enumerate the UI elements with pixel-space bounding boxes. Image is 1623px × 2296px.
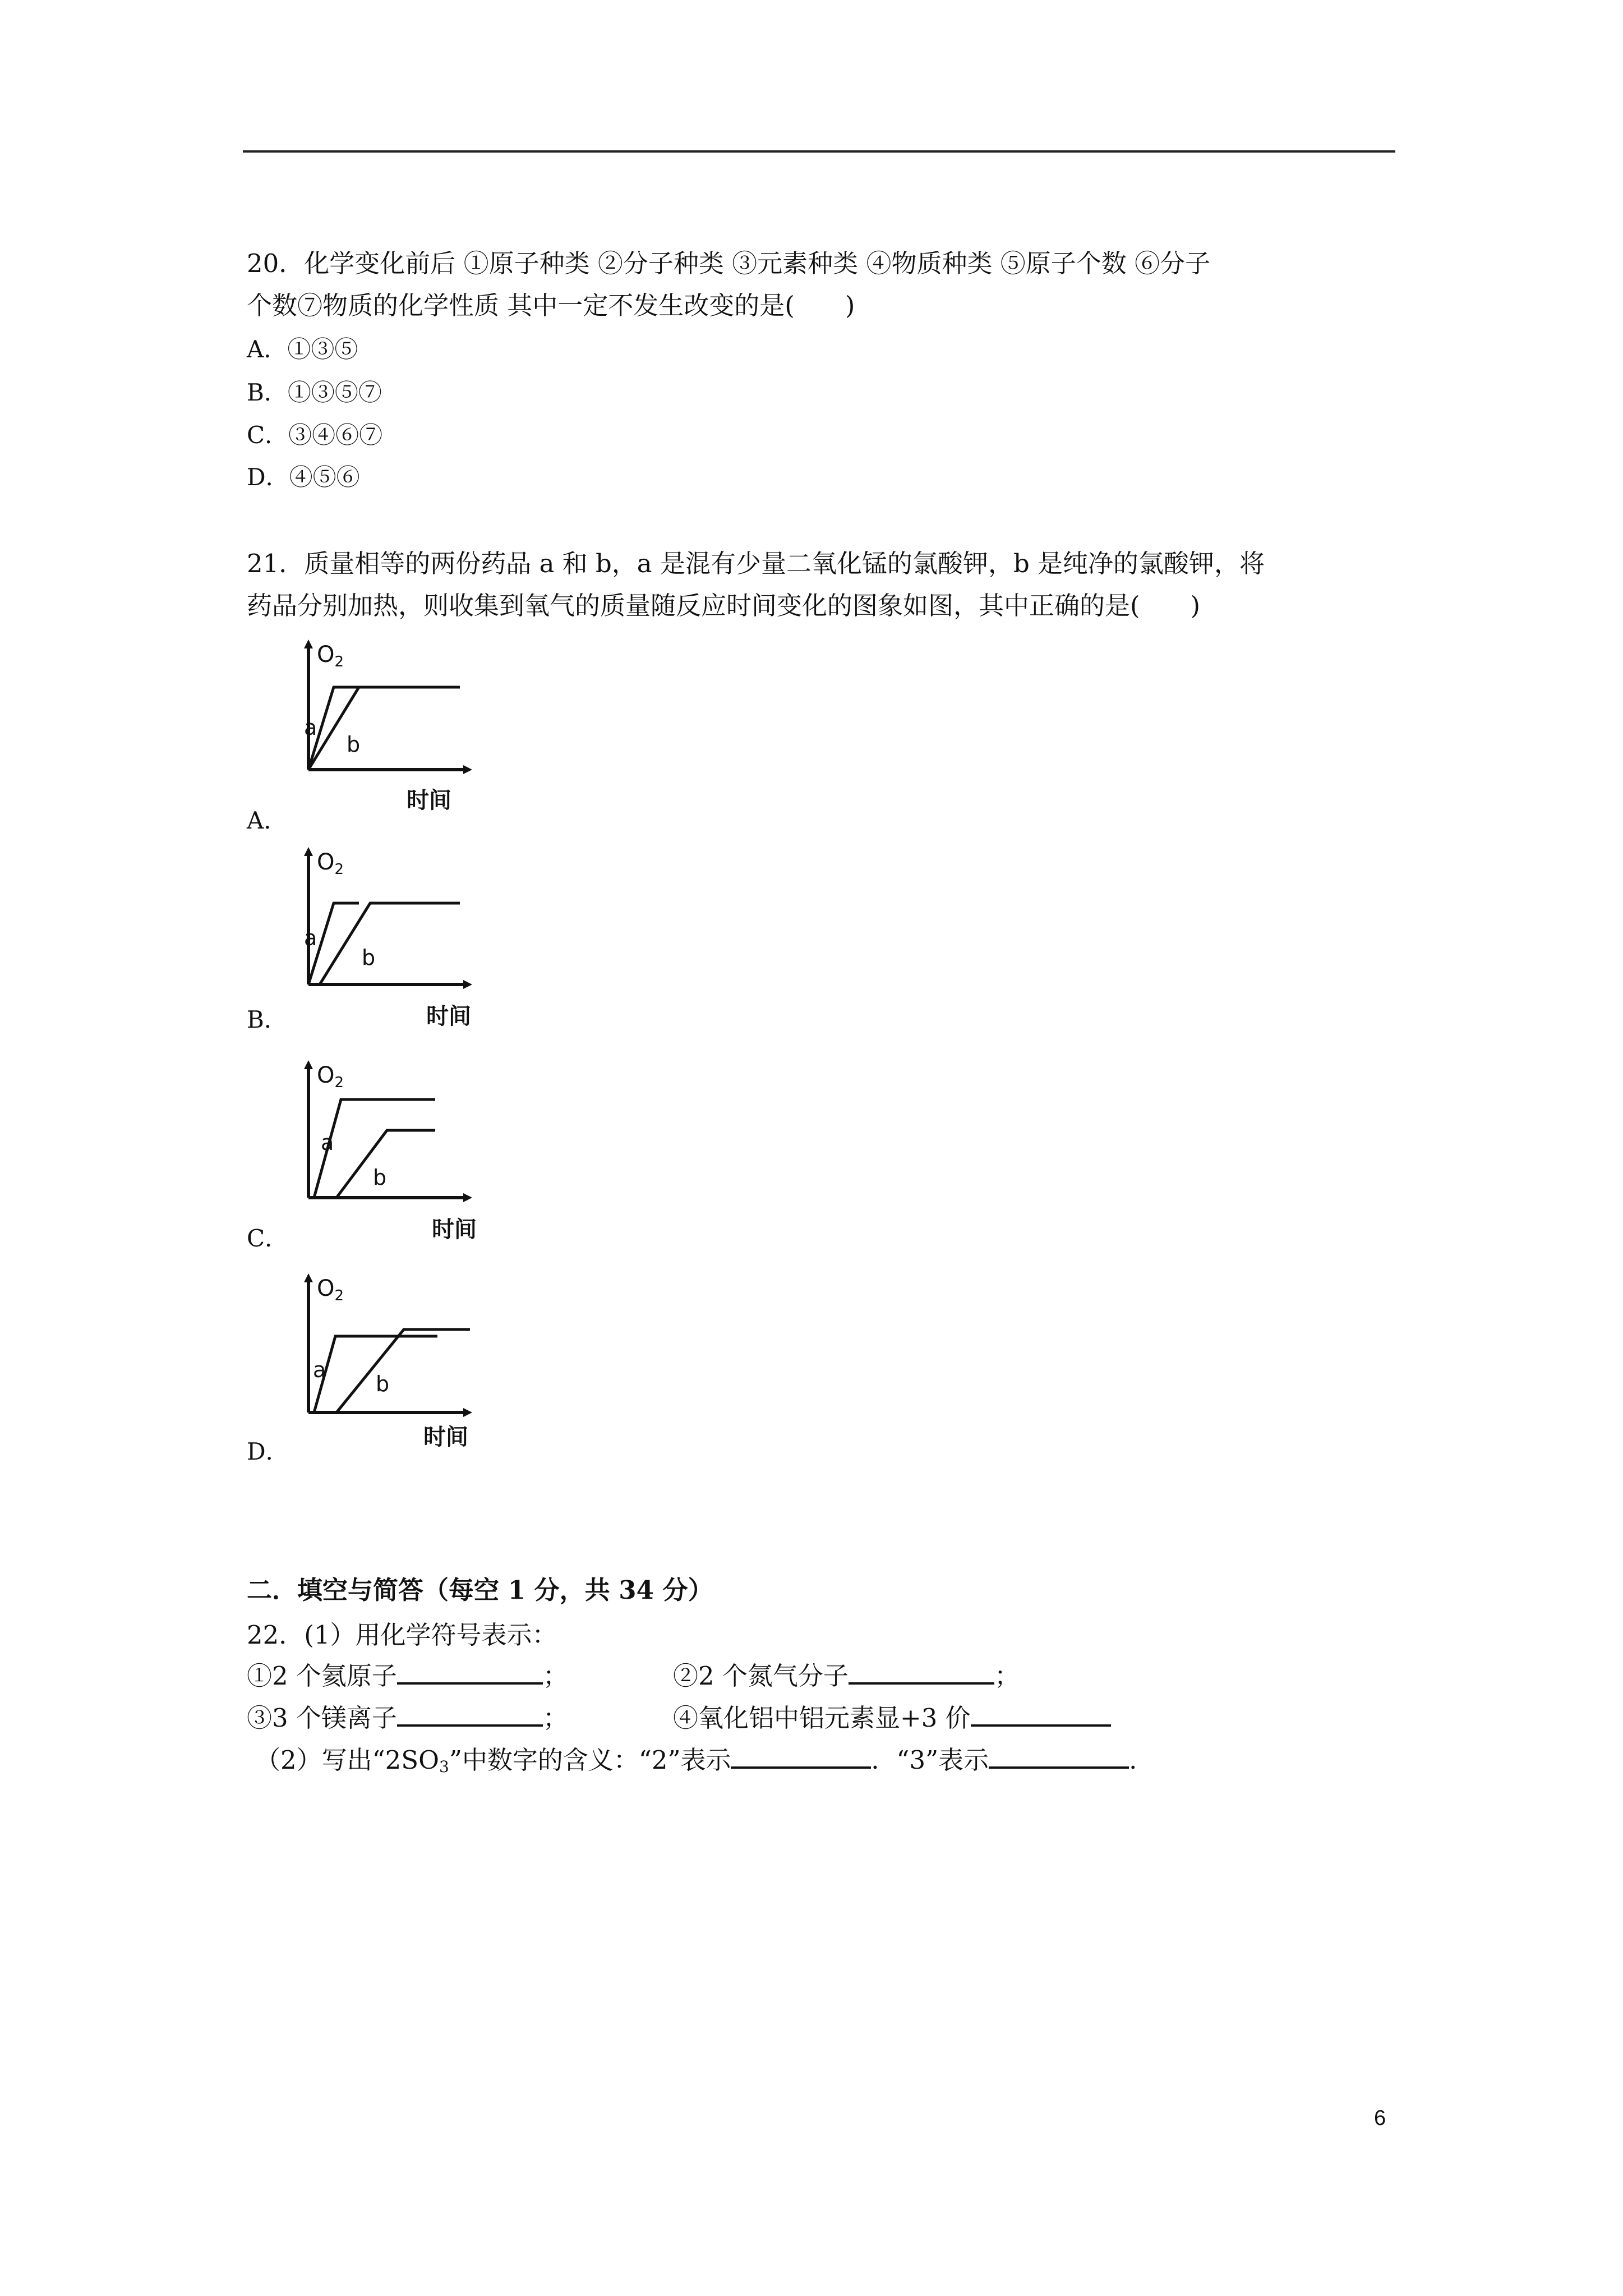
q22-row2-left: ③3 个镁离子 ； [247,1700,568,1735]
q22-row2-right: ④氧化铝中铝元素显+3 价 [673,1700,1111,1735]
q20-option-d: D．④⑤⑥ [247,463,360,491]
svg-text:O2: $O_2$ [317,1062,344,1091]
q22-part2: （2）写出“$2SO_3$”中数字的含义：“2”表示 ．“3”表示 . [255,1742,1137,1784]
q21-option-d: D． [247,1438,289,1465]
answer-blank[interactable] [989,1742,1129,1769]
svg-text:O2: $O_2$ [317,849,344,878]
graph-a-xlabel: 时间 [407,788,451,813]
graph-d-label-b: b [376,1372,390,1396]
graph-c-xlabel: 时间 [432,1217,477,1243]
q21-line1: 21．质量相等的两份药品 a 和 b，a 是混有少量二氧化锰的氯酸钾，b 是纯净的氯酸钾，将 [247,549,1265,578]
q20-line1: 20．化学变化前后 ①原子种类 ②分子种类 ③元素种类 ④物质种类 ⑤原子个数 ⑥分子 [247,249,1211,278]
svg-text:O2: $O_2$ [317,1276,344,1304]
header-rule [243,150,1395,153]
graph-c [292,1060,505,1251]
q21-option-b: B． [247,1006,288,1033]
q21-option-a: A． [247,807,288,834]
q20-line2: 个数⑦物质的化学性质 其中一定不发生改变的是( ) [247,291,855,320]
graph-b-xlabel: 时间 [426,1004,471,1029]
graph-b [292,847,505,1038]
q22-row1-right: ②2 个氮气分子 ； [673,1658,1020,1693]
q21-option-c: C． [247,1225,289,1252]
graph-d-label-a: a [313,1358,326,1382]
q20-option-a: A．①③⑤ [247,335,358,363]
answer-blank[interactable] [849,1658,994,1685]
graph-c-label-b: b [373,1165,387,1190]
svg-text:O2: $O_2$ [317,642,344,670]
graph-a-label-a: a [304,715,317,740]
graph-b-label-b: b [362,945,376,970]
section2-heading: 二．填空与简答（每空 1 分，共 34 分） [247,1575,713,1605]
page-number: 6 [1374,2106,1386,2130]
q21-line2: 药品分别加热，则收集到氧气的质量随反应时间变化的图象如图，其中正确的是( ) [247,591,1201,620]
q22-intro: 22．(1）用化学符号表示： [247,1620,557,1650]
graph-c-label-a: a [321,1130,334,1155]
q20-option-c: C．③④⑥⑦ [247,421,383,449]
graph-d [292,1273,505,1464]
answer-blank[interactable] [397,1700,543,1727]
q20-option-b: B．①③⑤⑦ [247,379,382,406]
graph-d-xlabel: 时间 [423,1424,468,1450]
answer-blank[interactable] [971,1700,1111,1727]
answer-blank[interactable] [731,1742,871,1769]
graph-a [292,639,505,830]
graph-b-label-a: a [304,926,317,950]
answer-blank[interactable] [397,1658,543,1685]
q22-row1-left: ①2 个氦原子 ； [247,1658,568,1693]
graph-a-label-b: b [347,732,361,757]
